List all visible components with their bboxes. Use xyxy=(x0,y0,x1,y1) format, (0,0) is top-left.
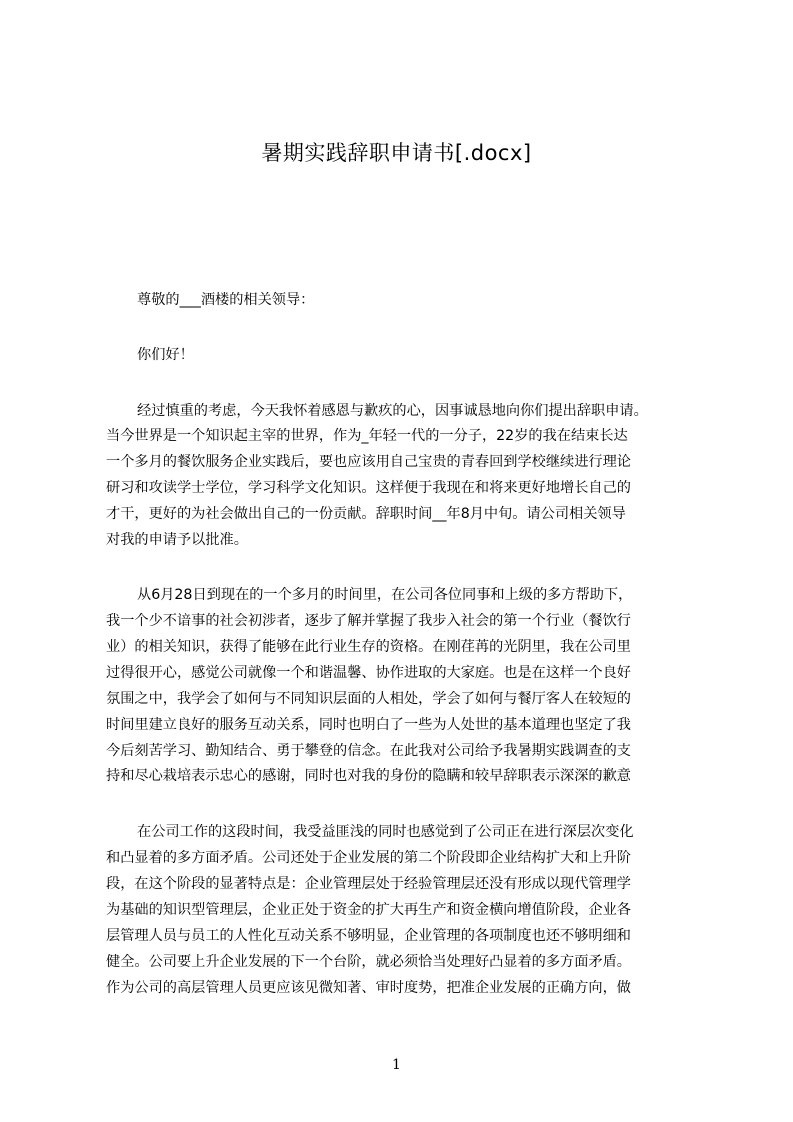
document-title: 暑期实践辞职申请书[.docx] xyxy=(261,141,532,165)
paragraph-line: 在公司工作的这段时间，我受益匪浅的同时也感觉到了公司正在进行深层次变化 xyxy=(137,824,634,840)
paragraph-line: 持和尽心栽培表示忠心的感谢，同时也对我的身份的隐瞒和较早辞职表示深深的歉意 xyxy=(106,768,631,784)
paragraph-line: 当今世界是一个知识起主宰的世界，作为_年轻一代的一分子，22岁的我在结束长达 xyxy=(106,428,628,444)
paragraph-line: 从6月28日到现在的一个多月的时间里，在公司各位同事和上级的多方帮助下， xyxy=(137,587,633,603)
paragraph-line: 我一个少不谙事的社会初涉者，逐步了解并掌握了我步入社会的第一个行业（餐饮行 xyxy=(106,613,631,629)
paragraph-line: 研习和攻读学士学位，学习科学文化知识。这样便于我现在和将来更好地增长自己的 xyxy=(106,480,631,496)
paragraph-line: 作为公司的高层管理人员更应该见微知著、审时度势，把准企业发展的正确方向，做 xyxy=(106,980,631,996)
paragraph-line: 经过慎重的考虑，今天我怀着感恩与歉疚的心，因事诚恳地向你们提出辞职申请。 xyxy=(137,403,648,419)
paragraph-line: 层管理人员与员工的人性化互动关系不够明显，企业管理的各项制度也还不够明细和 xyxy=(106,928,631,944)
salutation: 尊敬的___酒楼的相关领导： xyxy=(137,292,315,308)
page-number: 1 xyxy=(392,1057,401,1073)
paragraph-line: 业）的相关知识，获得了能够在此行业生存的资格。在刚荏苒的光阴里，我在公司里 xyxy=(106,639,631,655)
paragraph-line: 今后刻苦学习、勤知结合、勇于攀登的信念。在此我对公司给予我暑期实践调查的支 xyxy=(106,743,631,759)
paragraph-line: 为基础的知识型管理层，企业正处于资金的扩大再生产和资金横向增值阶段，企业各 xyxy=(106,902,631,918)
paragraph-line: 段，在这个阶段的显著特点是：企业管理层处于经验管理层还没有形成以现代管理学 xyxy=(106,876,631,892)
paragraph-line: 健全。公司要上升企业发展的下一个台阶，就必须恰当处理好凸显着的多方面矛盾。 xyxy=(106,954,631,970)
paragraph-line: 对我的申请予以批准。 xyxy=(106,532,248,548)
paragraph-line: 氛围之中，我学会了如何与不同知识层面的人相处，学会了如何与餐厅客人在较短的 xyxy=(106,691,631,707)
paragraph-line: 时间里建立良好的服务互动关系，同时也明白了一些为人处世的基本道理也坚定了我 xyxy=(106,717,631,733)
paragraph-line: 过得很开心，感觉公司就像一个和谐温馨、协作进取的大家庭。也是在这样一个良好 xyxy=(106,665,631,681)
paragraph-line: 和凸显着的多方面矛盾。公司还处于企业发展的第二个阶段即企业结构扩大和上升阶 xyxy=(106,850,631,866)
paragraph-line: 才干，更好的为社会做出自己的一份贡献。辞职时间__年8月中旬。请公司相关领导 xyxy=(106,506,626,522)
paragraph-line: 一个多月的餐饮服务企业实践后，要也应该用自己宝贵的青春回到学校继续进行理论 xyxy=(106,454,631,470)
greeting: 你们好！ xyxy=(137,347,194,363)
